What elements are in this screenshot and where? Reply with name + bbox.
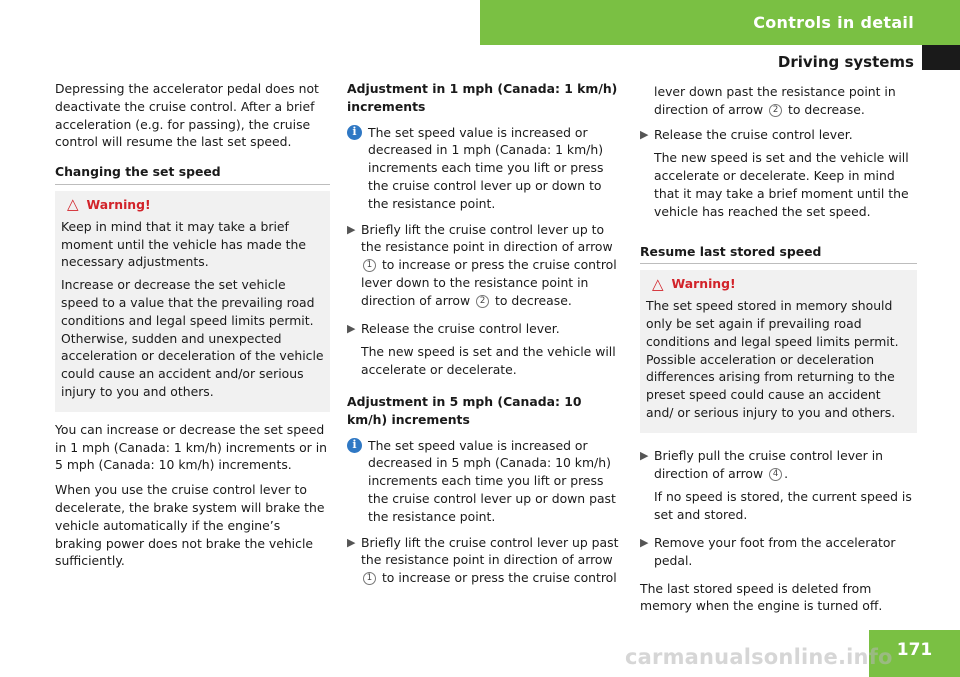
subsection-title: Driving systems: [777, 53, 914, 71]
bullet-text: Briefly pull the cruise control lever in direction of arrow 4 .: [654, 447, 884, 481]
section-title: Controls in detail: [753, 13, 914, 32]
bullet-arrow-icon: ▶: [347, 321, 356, 335]
warning-box: [640, 270, 917, 432]
bullet-text: Release the cruise control lever.: [361, 320, 560, 336]
info-icon: i: [347, 438, 362, 453]
warning-text-1: Keep in mind that it may take a brief moment until the vehicle has made the necessary adjustments.: [61, 218, 306, 270]
warning-label: Warning!: [86, 196, 151, 212]
bullet-subtext: The new speed is set and the vehicle will accelerate or decelerate.: [361, 344, 616, 378]
arrow-2-marker: 2: [476, 295, 489, 308]
info-text-1: The set speed value is increased or decreased in 1 mph (Canada: 1 km/h) increments each time you lift or press the cruise control lever up or down to the resistance point.: [368, 124, 604, 211]
warning-triangle-icon: △: [652, 274, 664, 293]
section-header: [480, 0, 960, 45]
warning-text: The set speed stored in memory should only be set again if prevailing road conditions and legal speed limits permit. Possible acceleration or deceleration differences arising from returning to the preset speed could cause an accident and/ or serious injury to you and others.: [646, 298, 899, 420]
arrow-4-marker: 4: [769, 468, 782, 481]
increment-paragraph: You can increase or decrease the set speed in 1 mph (Canada: 1 km/h) increments or in 5 mph (Canada: 10 km/h) increments.: [55, 421, 328, 473]
bullet-subtext: The new speed is set and the vehicle will accelerate or decelerate. Keep in mind that it may take a brief moment until the vehicle has reached the set speed.: [654, 150, 909, 219]
heading-5mph: Adjustment in 5 mph (Canada: 10 km/h) increments: [347, 393, 582, 427]
bullet-arrow-icon: ▶: [347, 222, 356, 236]
info-note-1: [347, 124, 625, 213]
changing-set-speed-heading: Changing the set speed: [55, 163, 330, 185]
arrow-1-marker: 1: [363, 572, 376, 585]
bullet-text: Release the cruise control lever.: [654, 126, 853, 142]
bullet-item: [640, 534, 917, 576]
info-note-2: [347, 437, 625, 526]
info-text-2: The set speed value is increased or decreased in 5 mph (Canada: 10 km/h) increments each time you lift or press the cruise control lever up or down past the resistance point.: [368, 437, 616, 524]
arrow-2-marker: 2: [769, 104, 782, 117]
bullet-continuation: lever down past the resistance point in direction of arrow 2 to decrease.: [654, 84, 896, 117]
column-3: [640, 83, 917, 622]
bullet-item: [640, 447, 917, 530]
column-1: [55, 80, 330, 577]
warning-title: [61, 196, 324, 214]
bullet-item: [347, 534, 625, 593]
bullet-arrow-icon: ▶: [640, 127, 649, 141]
bullet-item: [347, 320, 625, 385]
bullet-arrow-icon: ▶: [347, 535, 356, 549]
page-number: 171: [869, 630, 960, 677]
bullet-item: [347, 221, 625, 316]
warning-triangle-icon: △: [67, 195, 79, 214]
warning-text-2: Increase or decrease the set vehicle speed to a value that the prevailing road conditions and legal speed limits permit. Otherwise, sudden and unexpected acceleration or deceleration of the vehicle could cause an accident and/or serious injury to you and others.: [61, 277, 324, 399]
arrow-1-marker: 1: [363, 259, 376, 272]
info-icon: i: [347, 125, 362, 140]
bullet-arrow-icon: ▶: [640, 448, 649, 462]
bullet-text: Remove your foot from the accelerator pedal.: [654, 534, 896, 568]
bullet-text: Briefly lift the cruise control lever up past the resistance point in direction of arrow 1 to increase or press the cruise control: [361, 534, 619, 586]
resume-speed-heading: Resume last stored speed: [640, 243, 917, 265]
bullet-subtext: If no speed is stored, the current speed is set and stored.: [654, 489, 912, 523]
heading-1mph: Adjustment in 1 mph (Canada: 1 km/h) increments: [347, 81, 618, 114]
intro-paragraph: Depressing the accelerator pedal does not deactivate the cruise control. After a brief acceleration (e.g. for passing), the cruise control will resume the last set speed.: [55, 81, 319, 150]
warning-title: [646, 275, 911, 293]
watermark: carmanualsonline.info: [625, 645, 893, 669]
warning-label: Warning!: [671, 276, 736, 292]
final-paragraph: The last stored speed is deleted from memory when the engine is turned off.: [640, 580, 883, 614]
column-2: [347, 80, 625, 597]
bullet-text: Briefly lift the cruise control lever up to the resistance point in direction of arrow 1 to increase or press the cruise control lever down to the resistance point in direction of arrow 2 to decrease.: [361, 221, 617, 308]
header-tab-marker: [922, 45, 960, 70]
bullet-item: [640, 126, 917, 227]
brake-paragraph: When you use the cruise control lever to decelerate, the brake system will brake the vehicle automatically if the engine’s braking power does not brake the vehicle sufficiently.: [55, 482, 325, 569]
bullet-arrow-icon: ▶: [640, 535, 649, 549]
warning-box: [55, 191, 330, 412]
